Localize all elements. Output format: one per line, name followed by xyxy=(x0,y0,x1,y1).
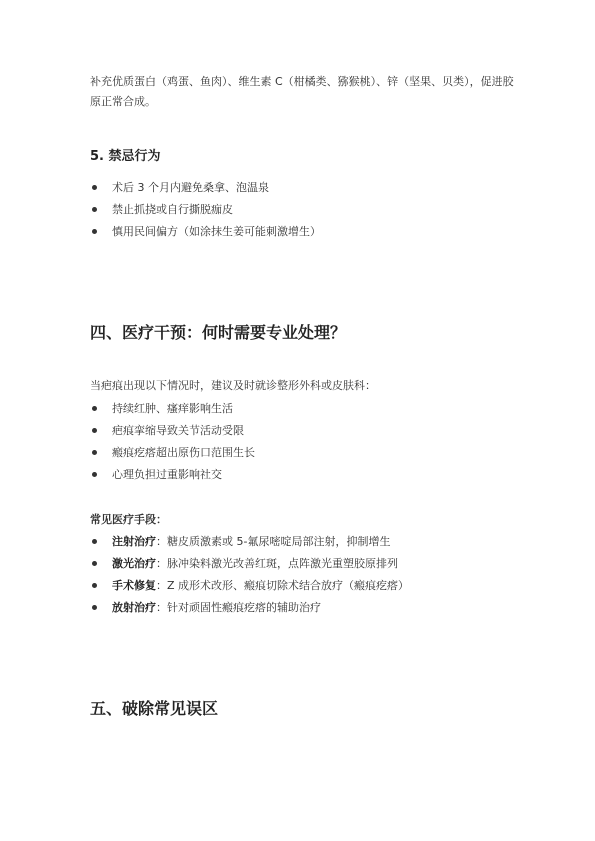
list-item-text: 禁止抓挠或自行撕脱痂皮 xyxy=(112,203,233,216)
method-term: 手术修复 xyxy=(112,579,156,592)
list-item-text: 持续红肿、瘙痒影响生活 xyxy=(112,402,233,415)
myths-heading: 五、破除常见误区 xyxy=(90,699,219,718)
conditions-list xyxy=(90,398,520,486)
list-item-text: 术后 3 个月内避免桑拿、泡温泉 xyxy=(112,181,269,194)
list-item-text: 心理负担过重影响社交 xyxy=(112,468,222,481)
list-item xyxy=(90,464,520,486)
medical-lead: 当疤痕出现以下情况时，建议及时就诊整形外科或皮肤科： xyxy=(90,379,376,392)
bullet-icon xyxy=(92,605,97,610)
method-term: 注射治疗 xyxy=(112,535,156,548)
taboo-heading: 5. 禁忌行为 xyxy=(90,149,161,164)
list-item xyxy=(90,531,520,553)
method-desc: ：Z 成形术改形、瘢痕切除术结合放疗（瘢痕疙瘩） xyxy=(156,579,410,592)
list-item xyxy=(90,442,520,464)
bullet-icon xyxy=(92,561,97,566)
method-term: 放射治疗 xyxy=(112,601,156,614)
methods-label: 常见医疗手段： xyxy=(90,513,167,526)
bullet-icon xyxy=(92,472,97,477)
list-item xyxy=(90,597,520,619)
bullet-icon xyxy=(92,185,97,190)
list-item xyxy=(90,221,520,243)
taboo-list xyxy=(90,177,520,243)
medical-heading: 四、医疗干预：何时需要专业处理？ xyxy=(90,323,347,342)
bullet-icon xyxy=(92,428,97,433)
method-desc: ：脉冲染料激光改善红斑，点阵激光重塑胶原排列 xyxy=(156,557,398,570)
list-item-text: 慎用民间偏方（如涂抹生姜可能刺激增生） xyxy=(112,225,321,238)
list-item xyxy=(90,420,520,442)
method-desc: ：针对顽固性瘢痕疙瘩的辅助治疗 xyxy=(156,601,321,614)
methods-list xyxy=(90,531,520,619)
list-item xyxy=(90,398,520,420)
intro-paragraph: 补充优质蛋白（鸡蛋、鱼肉）、维生素 C（柑橘类、猕猴桃）、锌（坚果、贝类），促进胶原正常合成。 xyxy=(90,75,514,108)
method-term: 激光治疗 xyxy=(112,557,156,570)
list-item xyxy=(90,575,520,597)
bullet-icon xyxy=(92,583,97,588)
bullet-icon xyxy=(92,207,97,212)
bullet-icon xyxy=(92,539,97,544)
list-item-text: 疤痕挛缩导致关节活动受限 xyxy=(112,424,244,437)
list-item xyxy=(90,199,520,221)
bullet-icon xyxy=(92,450,97,455)
method-desc: ：糖皮质激素或 5-氟尿嘧啶局部注射，抑制增生 xyxy=(156,535,391,548)
list-item xyxy=(90,553,520,575)
list-item xyxy=(90,177,520,199)
bullet-icon xyxy=(92,406,97,411)
list-item-text: 瘢痕疙瘩超出原伤口范围生长 xyxy=(112,446,255,459)
bullet-icon xyxy=(92,229,97,234)
